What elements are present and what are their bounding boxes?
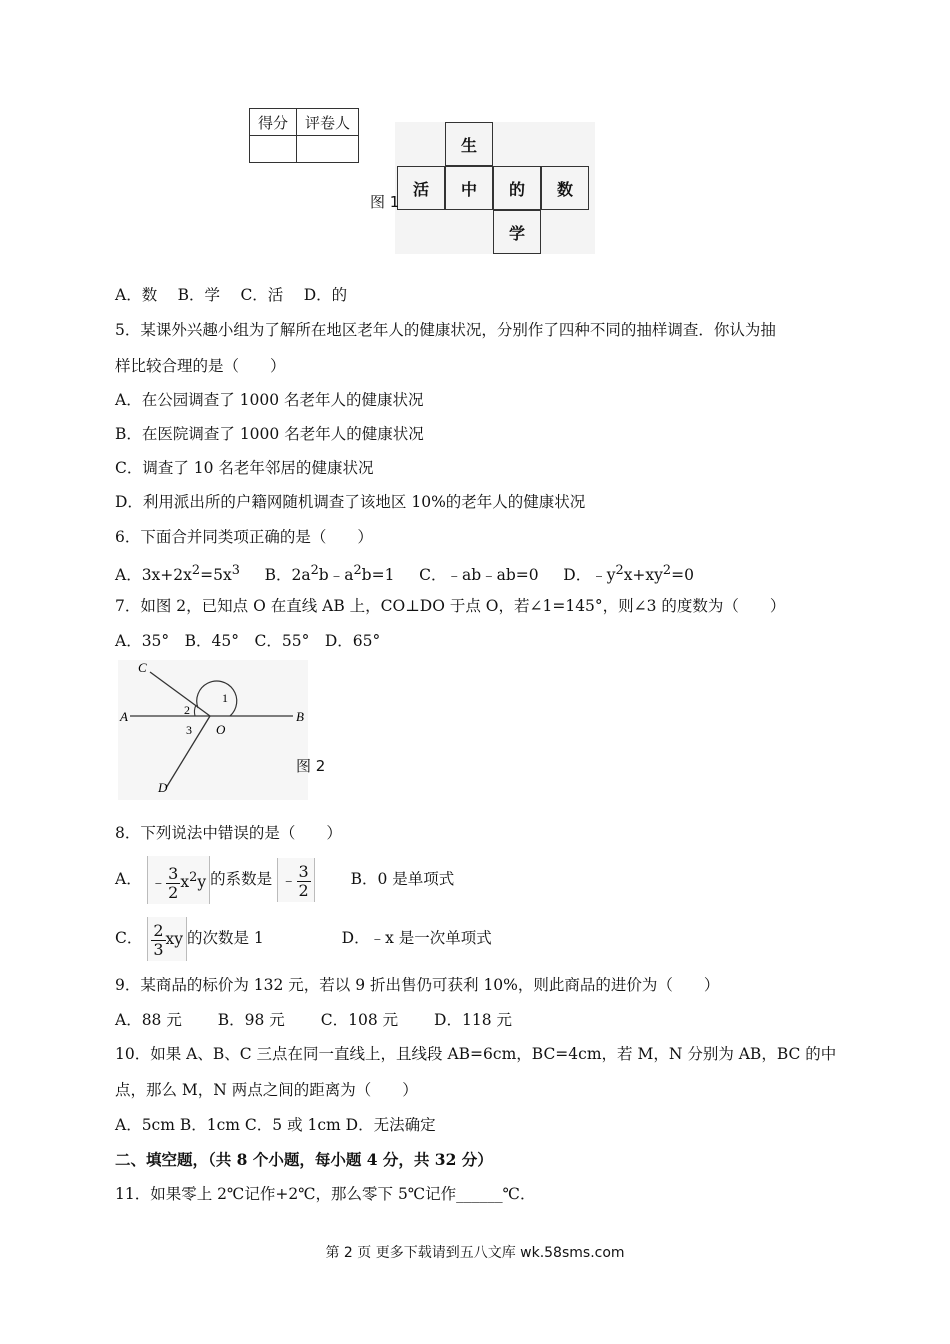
monomial-expression: $\frac{2}{3}$ xy (147, 917, 187, 961)
q8-stem: 8．下列说法中错误的是（ ） (115, 824, 342, 842)
label-o: O (216, 722, 226, 737)
score-header: 得分 (250, 109, 297, 136)
figure-2-angles (118, 660, 308, 800)
cube-cell: 学 (493, 210, 541, 254)
cube-cell: 中 (445, 166, 493, 210)
q10-stem: 点，那么 M，N 两点之间的距离为（ ） (115, 1081, 418, 1099)
q8-option-b: B．0 是单项式 (350, 870, 455, 889)
q5-option-c: C．调查了 10 名老年邻居的健康状况 (115, 459, 374, 477)
label-c: C (138, 660, 147, 675)
score-cell (250, 136, 297, 163)
cube-cell: 数 (541, 166, 589, 210)
q6-option-a: A．$3x+2x^2=5x^3$ (115, 563, 240, 585)
label-a: A (120, 709, 128, 724)
q6-stem: 6．下面合并同类项正确的是（ ） (115, 528, 373, 546)
q5-stem: 样比较合理的是（ ） (115, 357, 286, 375)
grader-cell (297, 136, 359, 163)
label-angle-3: 3 (186, 723, 192, 737)
q5-stem: 5．某课外兴趣小组为了解所在地区老年人的健康状况，分别作了四种不同的抽样调查．你认为抽 (115, 321, 776, 339)
monomial-expression: ﹣ $\frac{3}{2}$ $x^2y$ (147, 856, 210, 904)
q11-stem: 11．如果零上 2℃记作+2℃，那么零下 5℃记作______℃． (115, 1185, 536, 1203)
q8-row-cd (115, 916, 492, 961)
q4-options: A．数 B．学 C．活 D．的 (115, 286, 348, 304)
q10-stem: 10．如果 A、B、C 三点在同一直线上，且线段 AB=6cm，BC=4cm，若 M，N 分别为 AB，BC 的中 (115, 1045, 837, 1063)
label-b: B (296, 709, 304, 724)
label-d: D (158, 780, 168, 795)
q5-option-b: B．在医院调查了 1000 名老年人的健康状况 (115, 425, 424, 443)
cube-cell: 的 (493, 166, 541, 210)
q5-option-d: D．利用派出所的户籍网随机调查了该地区 10%的老年人的健康状况 (115, 493, 586, 511)
grader-header: 评卷人 (297, 109, 359, 136)
coefficient-expression: ﹣ $\frac{3}{2}$ (277, 858, 315, 902)
q10-options: A．5cm B．1cm C．5 或 1cm D．无法确定 (115, 1116, 436, 1134)
cube-cell: 生 (445, 122, 493, 166)
q5-option-a: A．在公园调查了 1000 名老年人的健康状况 (115, 391, 424, 409)
page-footer: 第 2 页 更多下载请到五八文库 wk.58sms.com (325, 1245, 625, 1261)
q6-options (115, 561, 694, 585)
q6-option-b: B．$2a^2b﹣a^2b=1$ (264, 563, 395, 585)
cube-net-figure (395, 122, 595, 254)
label-angle-1: 1 (222, 691, 228, 705)
cube-cell: 活 (397, 166, 445, 210)
score-table (249, 108, 359, 163)
q6-option-d: D．$﹣y^2x+xy^2=0$ (563, 563, 694, 585)
figure-1-caption: 图 1 (370, 193, 400, 211)
q7-options: A．35° B．45° C．55° D．65° (115, 632, 381, 650)
figure-2-caption: 图 2 (296, 757, 326, 775)
q8-option-a: A． ﹣ $\frac{3}{2}$ $x^2y$ 的系数是 ﹣ $\frac{3}{2}$ (115, 870, 320, 888)
q8-row-ab (115, 856, 454, 904)
q7-stem: 7．如图 2，已知点 O 在直线 AB 上，CO⊥DO 于点 O，若∠1=145°，则∠3 的度数为（ ） (115, 597, 786, 615)
section-2-heading: 二、填空题，（共 8 个小题，每小题 4 分，共 32 分） (115, 1150, 493, 1169)
label-angle-2: 2 (184, 703, 190, 717)
q8-option-d: D．﹣x 是一次单项式 (341, 929, 492, 947)
q8-option-c: C． $\frac{2}{3}$ xy 的次数是 1 (115, 929, 269, 947)
q6-option-c: C．﹣ab﹣ab=0 (419, 566, 539, 585)
q9-stem: 9．某商品的标价为 132 元，若以 9 折出售仍可获利 10%，则此商品的进价为（ ） (115, 976, 720, 994)
q9-options: A．88 元 B．98 元 C．108 元 D．118 元 (115, 1011, 512, 1029)
